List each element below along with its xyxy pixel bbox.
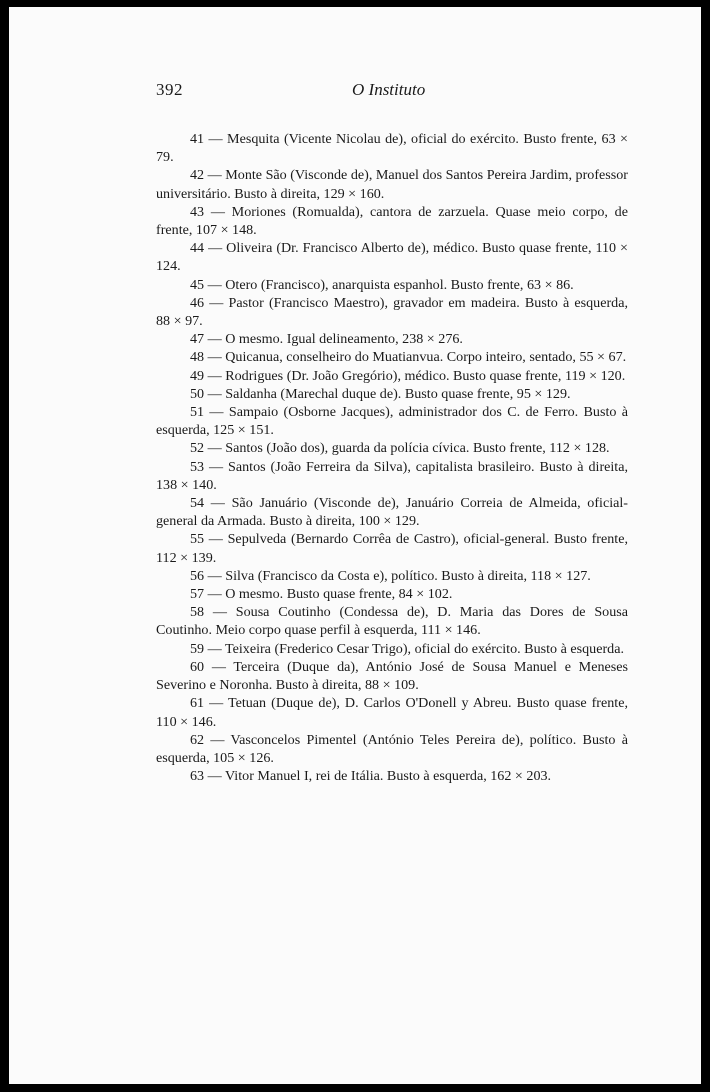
catalogue-entry: 41 — Mesquita (Vicente Nicolau de), oficial do exército. Busto frente, 63 × 79. <box>156 131 628 166</box>
catalogue-entry: 53 — Santos (João Ferreira da Silva), capitalista brasileiro. Busto à direita, 138 × 140. <box>156 458 628 493</box>
catalogue-entry: 47 — O mesmo. Igual delineamento, 238 × 276. <box>190 331 463 348</box>
catalogue-body <box>156 130 628 785</box>
catalogue-entry: 55 — Sepulveda (Bernardo Corrêa de Castro), oficial-general. Busto frente, 112 × 139. <box>156 531 628 566</box>
catalogue-entry: 58 — Sousa Coutinho (Condessa de), D. Maria das Dores de Sousa Coutinho. Meio corpo quase perfil à esquerda, 111 × 146. <box>156 604 628 639</box>
catalogue-entry: 61 — Tetuan (Duque de), D. Carlos O'Donell y Abreu. Busto quase frente, 110 × 146. <box>156 695 628 730</box>
catalogue-entry: 45 — Otero (Francisco), anarquista espanhol. Busto frente, 63 × 86. <box>190 276 574 293</box>
catalogue-entry: 44 — Oliveira (Dr. Francisco Alberto de), médico. Busto quase frente, 110 × 124. <box>156 240 628 275</box>
catalogue-entry: 43 — Moriones (Romualda), cantora de zarzuela. Quase meio corpo, de frente, 107 × 148. <box>156 203 628 239</box>
catalogue-entry: 49 — Rodrigues (Dr. João Gregório), médico. Busto quase frente, 119 × 120. <box>190 367 626 384</box>
catalogue-entry: 48 — Quicanua, conselheiro do Muatianvua. Corpo inteiro, sentado, 55 × 67. <box>190 349 627 366</box>
catalogue-entry: 63 — Vitor Manuel I, rei de Itália. Busto à esquerda, 162 × 203. <box>190 768 552 785</box>
catalogue-entry: 52 — Santos (João dos), guarda da polícia cívica. Busto frente, 112 × 128. <box>190 440 610 457</box>
catalogue-entry: 50 — Saldanha (Marechal duque de). Busto quase frente, 95 × 129. <box>190 385 571 402</box>
catalogue-entry: 56 — Silva (Francisco da Costa e), político. Busto à direita, 118 × 127. <box>190 567 591 584</box>
running-title: O Instituto <box>352 80 426 99</box>
catalogue-entry: 59 — Teixeira (Frederico Cesar Trigo), oficial do exército. Busto à esquerda. <box>190 640 624 657</box>
catalogue-entry: 42 — Monte São (Visconde de), Manuel dos Santos Pereira Jardim, professor universitário. Busto à direita, 129 × 160. <box>156 167 628 202</box>
catalogue-entry: 46 — Pastor (Francisco Maestro), gravador em madeira. Busto à esquerda, 88 × 97. <box>156 294 628 330</box>
page-header <box>156 80 628 102</box>
catalogue-entry: 51 — Sampaio (Osborne Jacques), administrador dos C. de Ferro. Busto à esquerda, 125 × 151. <box>156 404 628 439</box>
catalogue-entry: 62 — Vasconcelos Pimentel (António Teles Pereira de), político. Busto à esquerda, 105 × 126. <box>156 731 628 766</box>
catalogue-entry: 54 — São Januário (Visconde de), Januário Correia de Almeida, oficial-general da Armada. Busto à direita, 100 × 129. <box>156 495 628 530</box>
catalogue-entry: 60 — Terceira (Duque da), António José de Sousa Manuel e Meneses Severino e Noronha. Busto à direita, 88 × 109. <box>156 658 628 694</box>
catalogue-entry: 57 — O mesmo. Busto quase frente, 84 × 102. <box>190 586 453 603</box>
page-number: 392 <box>156 80 183 99</box>
